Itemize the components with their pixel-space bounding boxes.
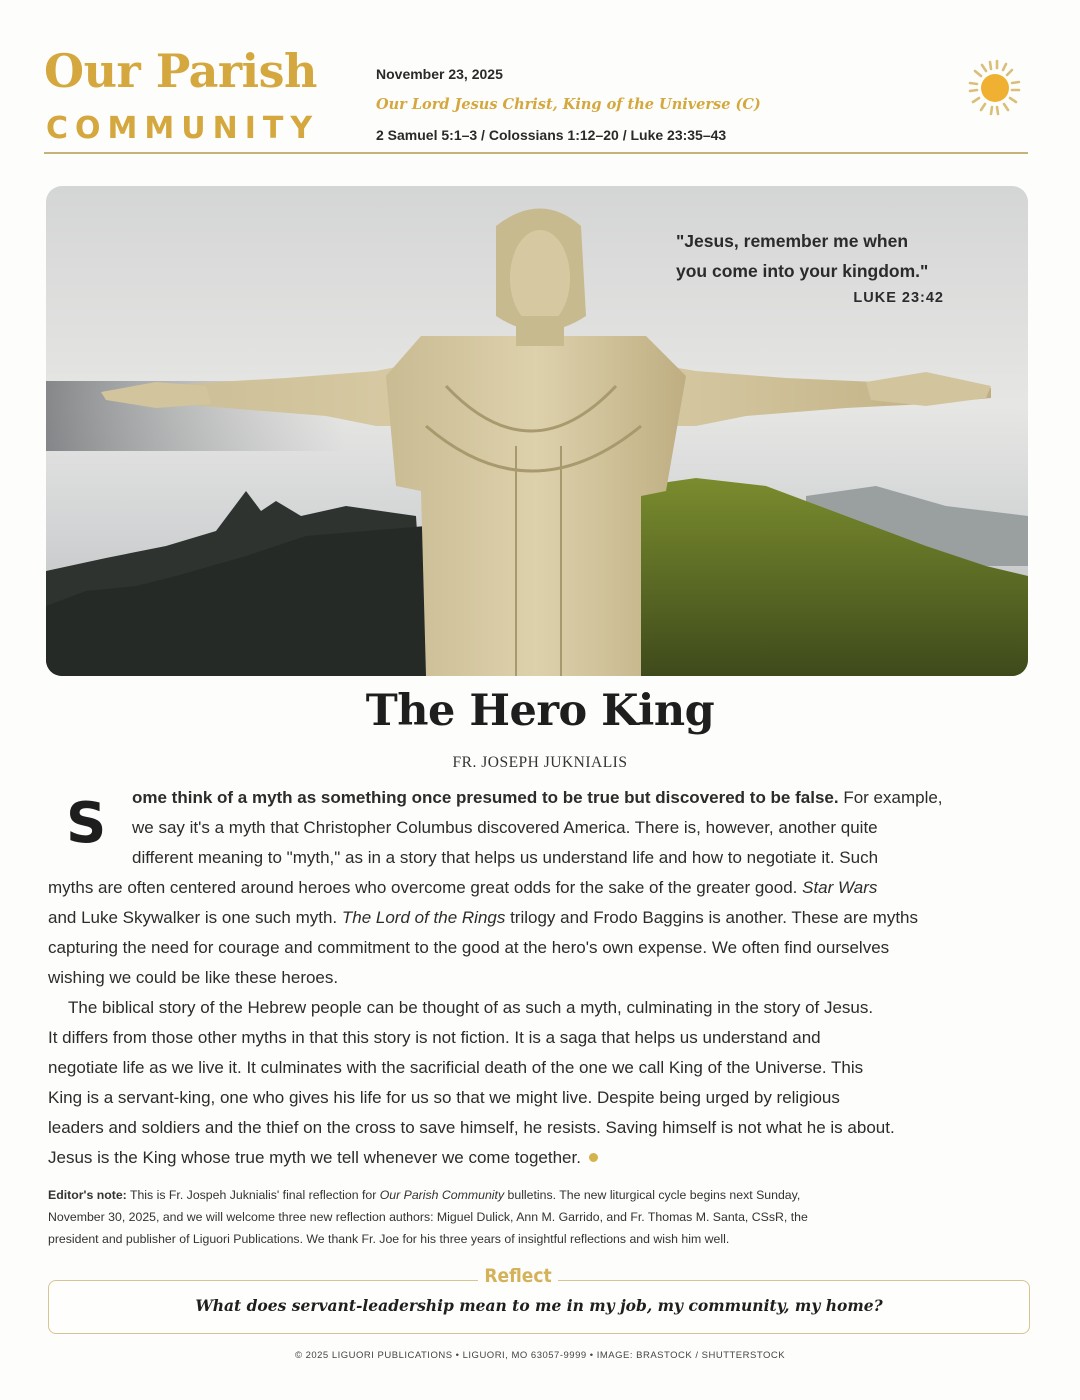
quote-reference: LUKE 23:42 [853,290,944,306]
paragraph-1-line: wishing we could be like these heroes. [48,968,339,987]
italic-title: The Lord of the Rings [341,908,506,927]
paragraph-1-line [48,908,918,928]
reflect-label: Reflect [484,1265,552,1287]
logo-community: COMMUNITY [46,111,320,146]
scripture-readings: 2 Samuel 5:1–3 / Colossians 1:12–20 / Luke 23:35–43 [376,127,727,143]
text-run: For example, [838,788,943,807]
header-divider [44,152,1028,154]
italic-title: Star Wars [802,878,878,897]
italic-title: Our Parish Community [379,1188,505,1202]
paragraph-2-line: It differs from those other myths in that this story is not fiction. It is a saga that helps us understand and [48,1028,821,1047]
text-run: This is Fr. Jospeh Juknialis' final reflection for [126,1188,380,1202]
quote-line-2: you come into your kingdom." [676,261,929,281]
scripture-quote [676,226,966,286]
bulletin-date: November 23, 2025 [376,66,503,82]
text-run: Jesus is the King whose true myth we tell whenever we come together. [48,1148,581,1167]
note-label: Editor's note: [48,1188,127,1202]
reflect-heading [478,1265,558,1287]
quote-line-1: "Jesus, remember me when [676,231,909,251]
copyright-footer: © 2025 LIGUORI PUBLICATIONS • LIGUORI, MO 63057-9999 • IMAGE: BRASTOCK / SHUTTERSTOCK [294,1350,786,1361]
text-run: myths are often centered around heroes who overcome great odds for the sake of the greater good. [48,878,803,897]
article-title: The Hero King [365,686,715,736]
paragraph-2-line: King is a servant-king, one who gives his life for us so that we might live. Despite being urged by religious [48,1088,840,1107]
note-line: November 30, 2025, and we will welcome three new reflection authors: Miguel Dulick, Ann M. Garrido, and Fr. Thomas M. Santa, CSsR, the [48,1210,808,1224]
paragraph-1-line: different meaning to "myth," as in a story that helps us understand life and how to negotiate it. Such [132,848,879,867]
feast-title: Our Lord Jesus Christ, King of the Universe (C) [376,96,761,113]
paragraph-1-line: we say it's a myth that Christopher Columbus discovered America. There is, however, another quite [132,818,878,837]
lead-in-bold: ome think of a myth as something once presumed to be true but discovered to be false. [132,788,839,807]
reflect-question: What does servant-leadership mean to me in my job, my community, my home? [195,1296,883,1315]
drop-cap: S [66,791,107,856]
text-run: and Luke Skywalker is one such myth. [48,908,342,927]
note-line: president and publisher of Liguori Publications. We thank Fr. Joe for his three years of insightful reflections and wish him well. [48,1232,730,1246]
paragraph-2-line [48,1148,598,1168]
article-author: FR. JOSEPH JUKNIALIS [452,754,628,771]
paragraph-2-line: leaders and soldiers and the thief on the cross to save himself, he resists. Saving himself is not what he is about. [48,1118,895,1137]
paragraph-2-line: The biblical story of the Hebrew people can be thought of as such a myth, culminating in the story of Jesus. [68,998,874,1017]
editors-note [48,1184,1032,1250]
logo-our-parish: Our Parish [44,44,317,98]
paragraph-2-line: negotiate life as we live it. It culminates with the sacrificial death of the one we call King of the Universe. This [48,1058,864,1077]
text-run: trilogy and Frodo Baggins is another. These are myths [505,908,918,927]
end-mark-icon [589,1153,598,1162]
paragraph-1-line [48,878,877,898]
paragraph-1-line: capturing the need for courage and commitment to the good at the hero's own expense. We often find ourselves [48,938,890,957]
paragraph-1-line [132,788,943,808]
note-line [48,1184,1032,1206]
sun-icon [962,58,1028,120]
text-run: bulletins. The new liturgical cycle begins next Sunday, [504,1188,801,1202]
